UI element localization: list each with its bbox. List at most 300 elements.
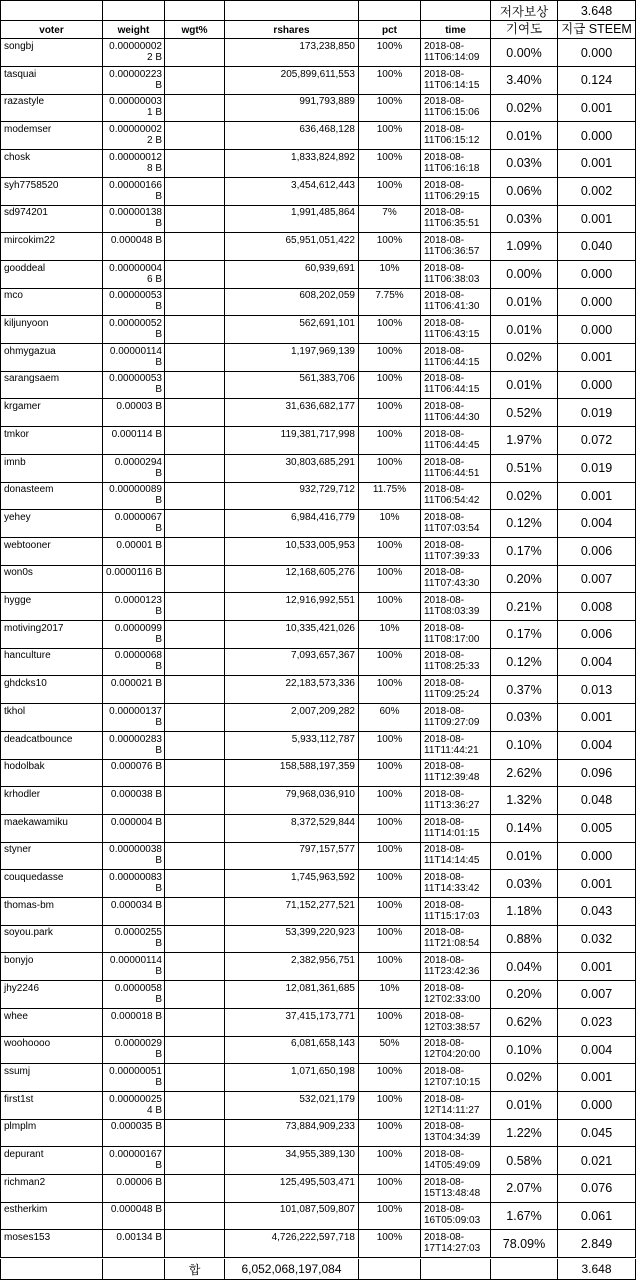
voter-cell[interactable]: woohoooo <box>0 1036 103 1064</box>
pay-cell[interactable]: 0.043 <box>558 898 636 926</box>
contribution-cell[interactable]: 0.01% <box>491 122 558 150</box>
contribution-cell[interactable]: 0.12% <box>491 510 558 538</box>
rshares-cell[interactable]: 34,955,389,130 <box>225 1147 359 1175</box>
pay-cell[interactable]: 0.007 <box>558 565 636 593</box>
pay-cell[interactable]: 0.001 <box>558 870 636 898</box>
pay-cell[interactable]: 0.021 <box>558 1147 636 1175</box>
rshares-cell[interactable]: 1,197,969,139 <box>225 344 359 372</box>
voter-cell[interactable]: won0s <box>0 565 103 593</box>
rshares-cell[interactable]: 37,415,173,771 <box>225 1009 359 1037</box>
voter-cell[interactable]: maekawamiku <box>0 815 103 843</box>
wgt-percent-cell[interactable] <box>165 759 225 787</box>
contribution-cell[interactable]: 0.62% <box>491 1009 558 1037</box>
empty-cell[interactable] <box>421 0 491 21</box>
wgt-percent-cell[interactable] <box>165 842 225 870</box>
wgt-percent-cell[interactable] <box>165 1036 225 1064</box>
rshares-cell[interactable]: 561,383,706 <box>225 371 359 399</box>
contribution-cell[interactable]: 0.37% <box>491 676 558 704</box>
pay-cell[interactable]: 0.001 <box>558 1064 636 1092</box>
wgt-percent-cell[interactable] <box>165 288 225 316</box>
rshares-cell[interactable]: 6,081,658,143 <box>225 1036 359 1064</box>
voter-cell[interactable]: songbj <box>0 39 103 67</box>
pay-cell[interactable]: 0.007 <box>558 981 636 1009</box>
wgt-percent-cell[interactable] <box>165 676 225 704</box>
time-cell[interactable]: 2018-08- 11T06:44:15 <box>421 371 491 399</box>
wgt-percent-cell[interactable] <box>165 1147 225 1175</box>
pct-cell[interactable]: 100% <box>359 538 421 566</box>
rshares-cell[interactable]: 4,726,222,597,718 <box>225 1230 359 1258</box>
empty-cell[interactable] <box>0 0 103 21</box>
empty-cell[interactable] <box>103 1259 165 1280</box>
wgt-percent-cell[interactable] <box>165 953 225 981</box>
time-cell[interactable]: 2018-08- 11T07:03:54 <box>421 510 491 538</box>
pct-cell[interactable]: 100% <box>359 316 421 344</box>
contribution-cell[interactable]: 1.18% <box>491 898 558 926</box>
pay-cell[interactable]: 0.072 <box>558 427 636 455</box>
contribution-cell[interactable]: 0.01% <box>491 842 558 870</box>
pay-cell[interactable]: 0.000 <box>558 39 636 67</box>
pay-cell[interactable]: 0.000 <box>558 1092 636 1120</box>
time-cell[interactable]: 2018-08- 11T08:03:39 <box>421 593 491 621</box>
pay-cell[interactable]: 0.001 <box>558 344 636 372</box>
voter-cell[interactable]: ohmygazua <box>0 344 103 372</box>
voter-cell[interactable]: sd974201 <box>0 205 103 233</box>
contribution-cell[interactable]: 0.06% <box>491 178 558 206</box>
rshares-cell[interactable]: 158,588,197,359 <box>225 759 359 787</box>
weight-cell[interactable]: 0.00000166 B <box>103 178 165 206</box>
wgt-percent-cell[interactable] <box>165 261 225 289</box>
contribution-cell[interactable]: 1.09% <box>491 233 558 261</box>
voter-cell[interactable]: whee <box>0 1009 103 1037</box>
pay-cell[interactable]: 0.045 <box>558 1119 636 1147</box>
pct-cell[interactable]: 100% <box>359 593 421 621</box>
voter-cell[interactable]: hanculture <box>0 648 103 676</box>
wgt-percent-cell[interactable] <box>165 593 225 621</box>
weight-cell[interactable]: 0.0000255 B <box>103 925 165 953</box>
weight-cell[interactable]: 0.00000038 B <box>103 842 165 870</box>
pct-cell[interactable]: 100% <box>359 565 421 593</box>
voter-cell[interactable]: syh7758520 <box>0 178 103 206</box>
header-time[interactable]: time <box>421 21 491 39</box>
rshares-cell[interactable]: 6,984,416,779 <box>225 510 359 538</box>
contribution-cell[interactable]: 0.10% <box>491 732 558 760</box>
voter-cell[interactable]: sarangsaem <box>0 371 103 399</box>
header-pct[interactable]: pct <box>359 21 421 39</box>
pct-cell[interactable]: 11.75% <box>359 482 421 510</box>
voter-cell[interactable]: thomas-bm <box>0 898 103 926</box>
rshares-cell[interactable]: 562,691,101 <box>225 316 359 344</box>
rshares-cell[interactable]: 8,372,529,844 <box>225 815 359 843</box>
pay-cell[interactable]: 0.004 <box>558 648 636 676</box>
rshares-cell[interactable]: 79,968,036,910 <box>225 787 359 815</box>
time-cell[interactable]: 2018-08- 11T06:35:51 <box>421 205 491 233</box>
contribution-cell[interactable]: 0.51% <box>491 455 558 483</box>
weight-cell[interactable]: 0.0000116 B <box>103 565 165 593</box>
weight-cell[interactable]: 0.00000083 B <box>103 870 165 898</box>
time-cell[interactable]: 2018-08- 11T06:29:15 <box>421 178 491 206</box>
rshares-cell[interactable]: 797,157,577 <box>225 842 359 870</box>
contribution-cell[interactable]: 0.01% <box>491 1092 558 1120</box>
contribution-cell[interactable]: 2.07% <box>491 1175 558 1203</box>
rshares-cell[interactable]: 71,152,277,521 <box>225 898 359 926</box>
contribution-cell[interactable]: 0.03% <box>491 870 558 898</box>
time-cell[interactable]: 2018-08- 11T14:33:42 <box>421 870 491 898</box>
wgt-percent-cell[interactable] <box>165 565 225 593</box>
time-cell[interactable]: 2018-08- 16T05:09:03 <box>421 1202 491 1230</box>
rshares-cell[interactable]: 125,495,503,471 <box>225 1175 359 1203</box>
pct-cell[interactable]: 100% <box>359 1009 421 1037</box>
pct-cell[interactable]: 100% <box>359 371 421 399</box>
wgt-percent-cell[interactable] <box>165 482 225 510</box>
pay-cell[interactable]: 0.008 <box>558 593 636 621</box>
pct-cell[interactable]: 100% <box>359 842 421 870</box>
pct-cell[interactable]: 100% <box>359 399 421 427</box>
time-cell[interactable]: 2018-08- 11T06:44:30 <box>421 399 491 427</box>
pct-cell[interactable]: 10% <box>359 621 421 649</box>
voter-cell[interactable]: mco <box>0 288 103 316</box>
pct-cell[interactable]: 100% <box>359 648 421 676</box>
voter-cell[interactable]: first1st <box>0 1092 103 1120</box>
pay-cell[interactable]: 0.000 <box>558 288 636 316</box>
contribution-cell[interactable]: 1.97% <box>491 427 558 455</box>
wgt-percent-cell[interactable] <box>165 648 225 676</box>
pct-cell[interactable]: 100% <box>359 1175 421 1203</box>
empty-cell[interactable] <box>165 0 225 21</box>
time-cell[interactable]: 2018-08- 12T14:11:27 <box>421 1092 491 1120</box>
pct-cell[interactable]: 10% <box>359 261 421 289</box>
contribution-cell[interactable]: 0.03% <box>491 205 558 233</box>
time-cell[interactable]: 2018-08- 11T06:41:30 <box>421 288 491 316</box>
contribution-cell[interactable]: 0.21% <box>491 593 558 621</box>
rshares-cell[interactable]: 12,081,361,685 <box>225 981 359 1009</box>
time-cell[interactable]: 2018-08- 11T06:44:15 <box>421 344 491 372</box>
pct-cell[interactable]: 10% <box>359 510 421 538</box>
wgt-percent-cell[interactable] <box>165 371 225 399</box>
weight-cell[interactable]: 0.00000052 B <box>103 316 165 344</box>
weight-cell[interactable]: 0.000004 B <box>103 815 165 843</box>
time-cell[interactable]: 2018-08- 11T06:14:15 <box>421 67 491 95</box>
contribution-cell[interactable]: 0.88% <box>491 925 558 953</box>
pct-cell[interactable]: 100% <box>359 953 421 981</box>
voter-cell[interactable]: jhy2246 <box>0 981 103 1009</box>
time-cell[interactable]: 2018-08- 11T06:15:06 <box>421 94 491 122</box>
wgt-percent-cell[interactable] <box>165 67 225 95</box>
weight-cell[interactable]: 0.00000167 B <box>103 1147 165 1175</box>
rshares-cell[interactable]: 73,884,909,233 <box>225 1119 359 1147</box>
rshares-cell[interactable]: 1,071,650,198 <box>225 1064 359 1092</box>
pay-cell[interactable]: 0.001 <box>558 94 636 122</box>
pay-cell[interactable]: 0.032 <box>558 925 636 953</box>
weight-cell[interactable]: 0.00000003 1 B <box>103 94 165 122</box>
time-cell[interactable]: 2018-08- 11T06:38:03 <box>421 261 491 289</box>
rshares-cell[interactable]: 12,916,992,551 <box>225 593 359 621</box>
wgt-percent-cell[interactable] <box>165 205 225 233</box>
weight-cell[interactable]: 0.00003 B <box>103 399 165 427</box>
contribution-cell[interactable]: 0.00% <box>491 261 558 289</box>
empty-cell[interactable] <box>0 1259 103 1280</box>
weight-cell[interactable]: 0.00000138 B <box>103 205 165 233</box>
pct-cell[interactable]: 100% <box>359 815 421 843</box>
weight-cell[interactable]: 0.000048 B <box>103 233 165 261</box>
rshares-cell[interactable]: 1,833,824,892 <box>225 150 359 178</box>
voter-cell[interactable]: styner <box>0 842 103 870</box>
weight-cell[interactable]: 0.00000025 4 B <box>103 1092 165 1120</box>
contribution-cell[interactable]: 0.12% <box>491 648 558 676</box>
wgt-percent-cell[interactable] <box>165 1230 225 1258</box>
wgt-percent-cell[interactable] <box>165 344 225 372</box>
time-cell[interactable]: 2018-08- 11T06:15:12 <box>421 122 491 150</box>
pay-cell[interactable]: 0.002 <box>558 178 636 206</box>
rshares-cell[interactable]: 932,729,712 <box>225 482 359 510</box>
contribution-cell[interactable]: 0.52% <box>491 399 558 427</box>
pct-cell[interactable]: 100% <box>359 676 421 704</box>
pay-cell[interactable]: 0.048 <box>558 787 636 815</box>
time-cell[interactable]: 2018-08- 11T06:36:57 <box>421 233 491 261</box>
time-cell[interactable]: 2018-08- 15T13:48:48 <box>421 1175 491 1203</box>
pay-cell[interactable]: 0.001 <box>558 953 636 981</box>
rshares-cell[interactable]: 22,183,573,336 <box>225 676 359 704</box>
weight-cell[interactable]: 0.00006 B <box>103 1175 165 1203</box>
pct-cell[interactable]: 100% <box>359 427 421 455</box>
wgt-percent-cell[interactable] <box>165 150 225 178</box>
weight-cell[interactable]: 0.00000114 B <box>103 953 165 981</box>
time-cell[interactable]: 2018-08- 11T14:14:45 <box>421 842 491 870</box>
voter-cell[interactable]: kiljunyoon <box>0 316 103 344</box>
pay-cell[interactable]: 0.000 <box>558 261 636 289</box>
contribution-cell[interactable]: 0.17% <box>491 538 558 566</box>
weight-cell[interactable]: 0.00000137 B <box>103 704 165 732</box>
rshares-cell[interactable]: 30,803,685,291 <box>225 455 359 483</box>
header-contribution[interactable]: 기여도 <box>491 21 558 39</box>
rshares-cell[interactable]: 12,168,605,276 <box>225 565 359 593</box>
time-cell[interactable]: 2018-08- 11T14:01:15 <box>421 815 491 843</box>
wgt-percent-cell[interactable] <box>165 510 225 538</box>
contribution-cell[interactable]: 0.01% <box>491 371 558 399</box>
weight-cell[interactable]: 0.000018 B <box>103 1009 165 1037</box>
weight-cell[interactable]: 0.0000099 B <box>103 621 165 649</box>
wgt-percent-cell[interactable] <box>165 1119 225 1147</box>
pct-cell[interactable]: 100% <box>359 1092 421 1120</box>
pay-cell[interactable]: 0.004 <box>558 1036 636 1064</box>
rshares-cell[interactable]: 532,021,179 <box>225 1092 359 1120</box>
pay-cell[interactable]: 0.124 <box>558 67 636 95</box>
wgt-percent-cell[interactable] <box>165 981 225 1009</box>
pct-cell[interactable]: 100% <box>359 150 421 178</box>
header-wgt-percent[interactable]: wgt% <box>165 21 225 39</box>
contribution-cell[interactable]: 3.40% <box>491 67 558 95</box>
pay-cell[interactable]: 0.023 <box>558 1009 636 1037</box>
voter-cell[interactable]: richman2 <box>0 1175 103 1203</box>
pct-cell[interactable]: 100% <box>359 94 421 122</box>
time-cell[interactable]: 2018-08- 11T11:44:21 <box>421 732 491 760</box>
pct-cell[interactable]: 100% <box>359 455 421 483</box>
voter-cell[interactable]: gooddeal <box>0 261 103 289</box>
total-label[interactable]: 합 <box>165 1259 225 1280</box>
pct-cell[interactable]: 100% <box>359 1202 421 1230</box>
wgt-percent-cell[interactable] <box>165 621 225 649</box>
voter-cell[interactable]: depurant <box>0 1147 103 1175</box>
rshares-cell[interactable]: 2,007,209,282 <box>225 704 359 732</box>
pay-cell[interactable]: 0.000 <box>558 842 636 870</box>
pay-cell[interactable]: 0.006 <box>558 621 636 649</box>
weight-cell[interactable]: 0.00000114 B <box>103 344 165 372</box>
time-cell[interactable]: 2018-08- 11T08:17:00 <box>421 621 491 649</box>
weight-cell[interactable]: 0.00000053 B <box>103 371 165 399</box>
pay-cell[interactable]: 0.004 <box>558 732 636 760</box>
voter-cell[interactable]: hodolbak <box>0 759 103 787</box>
time-cell[interactable]: 2018-08- 11T09:25:24 <box>421 676 491 704</box>
contribution-cell[interactable]: 1.32% <box>491 787 558 815</box>
weight-cell[interactable]: 0.0000068 B <box>103 648 165 676</box>
weight-cell[interactable]: 0.00000283 B <box>103 732 165 760</box>
contribution-cell[interactable]: 0.20% <box>491 981 558 1009</box>
total-pay[interactable]: 3.648 <box>558 1259 636 1280</box>
empty-cell[interactable] <box>491 1259 558 1280</box>
voter-cell[interactable]: tasquai <box>0 67 103 95</box>
pct-cell[interactable]: 100% <box>359 1064 421 1092</box>
header-pay-steem[interactable]: 지급 STEEM <box>558 21 636 39</box>
time-cell[interactable]: 2018-08- 11T06:16:18 <box>421 150 491 178</box>
weight-cell[interactable]: 0.000035 B <box>103 1119 165 1147</box>
weight-cell[interactable]: 0.00001 B <box>103 538 165 566</box>
voter-cell[interactable]: imnb <box>0 455 103 483</box>
contribution-cell[interactable]: 0.20% <box>491 565 558 593</box>
weight-cell[interactable]: 0.0000294 B <box>103 455 165 483</box>
empty-cell[interactable] <box>225 0 359 21</box>
rshares-cell[interactable]: 101,087,509,807 <box>225 1202 359 1230</box>
pct-cell[interactable]: 100% <box>359 759 421 787</box>
weight-cell[interactable]: 0.00134 B <box>103 1230 165 1258</box>
weight-cell[interactable]: 0.0000029 B <box>103 1036 165 1064</box>
pay-cell[interactable]: 0.061 <box>558 1202 636 1230</box>
wgt-percent-cell[interactable] <box>165 1009 225 1037</box>
pct-cell[interactable]: 10% <box>359 981 421 1009</box>
pct-cell[interactable]: 100% <box>359 67 421 95</box>
weight-cell[interactable]: 0.000038 B <box>103 787 165 815</box>
pay-cell[interactable]: 0.013 <box>558 676 636 704</box>
rshares-cell[interactable]: 2,382,956,751 <box>225 953 359 981</box>
weight-cell[interactable]: 0.000021 B <box>103 676 165 704</box>
pay-cell[interactable]: 0.001 <box>558 704 636 732</box>
pct-cell[interactable]: 60% <box>359 704 421 732</box>
contribution-cell[interactable]: 0.02% <box>491 94 558 122</box>
voter-cell[interactable]: moses153 <box>0 1230 103 1258</box>
time-cell[interactable]: 2018-08- 12T03:38:57 <box>421 1009 491 1037</box>
contribution-cell[interactable]: 0.01% <box>491 288 558 316</box>
wgt-percent-cell[interactable] <box>165 1175 225 1203</box>
wgt-percent-cell[interactable] <box>165 787 225 815</box>
wgt-percent-cell[interactable] <box>165 898 225 926</box>
weight-cell[interactable]: 0.00000051 B <box>103 1064 165 1092</box>
pay-cell[interactable]: 0.096 <box>558 759 636 787</box>
time-cell[interactable]: 2018-08- 11T13:36:27 <box>421 787 491 815</box>
time-cell[interactable]: 2018-08- 14T05:49:09 <box>421 1147 491 1175</box>
time-cell[interactable]: 2018-08- 11T06:44:51 <box>421 455 491 483</box>
time-cell[interactable]: 2018-08- 11T08:25:33 <box>421 648 491 676</box>
contribution-cell[interactable]: 0.03% <box>491 150 558 178</box>
contribution-cell[interactable]: 0.10% <box>491 1036 558 1064</box>
voter-cell[interactable]: tkhol <box>0 704 103 732</box>
pay-cell[interactable]: 2.849 <box>558 1230 636 1258</box>
pay-cell[interactable]: 0.001 <box>558 150 636 178</box>
voter-cell[interactable]: yehey <box>0 510 103 538</box>
contribution-cell[interactable]: 0.14% <box>491 815 558 843</box>
wgt-percent-cell[interactable] <box>165 704 225 732</box>
wgt-percent-cell[interactable] <box>165 427 225 455</box>
wgt-percent-cell[interactable] <box>165 1064 225 1092</box>
rshares-cell[interactable]: 636,468,128 <box>225 122 359 150</box>
time-cell[interactable]: 2018-08- 12T07:10:15 <box>421 1064 491 1092</box>
voter-cell[interactable]: ghdcks10 <box>0 676 103 704</box>
empty-cell[interactable] <box>359 0 421 21</box>
pay-cell[interactable]: 0.000 <box>558 371 636 399</box>
contribution-cell[interactable]: 1.67% <box>491 1202 558 1230</box>
wgt-percent-cell[interactable] <box>165 316 225 344</box>
wgt-percent-cell[interactable] <box>165 455 225 483</box>
time-cell[interactable]: 2018-08- 11T09:27:09 <box>421 704 491 732</box>
voter-cell[interactable]: webtooner <box>0 538 103 566</box>
voter-cell[interactable]: krhodler <box>0 787 103 815</box>
wgt-percent-cell[interactable] <box>165 870 225 898</box>
pay-cell[interactable]: 0.040 <box>558 233 636 261</box>
time-cell[interactable]: 2018-08- 11T15:17:03 <box>421 898 491 926</box>
voter-cell[interactable]: mircokim22 <box>0 233 103 261</box>
rshares-cell[interactable]: 991,793,889 <box>225 94 359 122</box>
contribution-cell[interactable]: 0.04% <box>491 953 558 981</box>
weight-cell[interactable]: 0.00000053 B <box>103 288 165 316</box>
rshares-cell[interactable]: 119,381,717,998 <box>225 427 359 455</box>
header-rshares[interactable]: rshares <box>225 21 359 39</box>
rshares-cell[interactable]: 10,533,005,953 <box>225 538 359 566</box>
weight-cell[interactable]: 0.000076 B <box>103 759 165 787</box>
contribution-cell[interactable]: 0.02% <box>491 482 558 510</box>
time-cell[interactable]: 2018-08- 17T14:27:03 <box>421 1230 491 1258</box>
contribution-cell[interactable]: 0.17% <box>491 621 558 649</box>
weight-cell[interactable]: 0.000048 B <box>103 1202 165 1230</box>
voter-cell[interactable]: modemser <box>0 122 103 150</box>
contribution-cell[interactable]: 0.02% <box>491 344 558 372</box>
total-rshares[interactable]: 6,052,068,197,084 <box>225 1259 359 1280</box>
pay-cell[interactable]: 0.001 <box>558 205 636 233</box>
wgt-percent-cell[interactable] <box>165 399 225 427</box>
pay-cell[interactable]: 0.019 <box>558 399 636 427</box>
voter-cell[interactable]: bonyjo <box>0 953 103 981</box>
voter-cell[interactable]: couquedasse <box>0 870 103 898</box>
wgt-percent-cell[interactable] <box>165 732 225 760</box>
wgt-percent-cell[interactable] <box>165 94 225 122</box>
rshares-cell[interactable]: 5,933,112,787 <box>225 732 359 760</box>
pay-cell[interactable]: 0.000 <box>558 316 636 344</box>
wgt-percent-cell[interactable] <box>165 178 225 206</box>
author-reward-label[interactable]: 저자보상 <box>491 0 558 21</box>
rshares-cell[interactable]: 31,636,682,177 <box>225 399 359 427</box>
contribution-cell[interactable]: 1.22% <box>491 1119 558 1147</box>
wgt-percent-cell[interactable] <box>165 1202 225 1230</box>
pct-cell[interactable]: 100% <box>359 898 421 926</box>
weight-cell[interactable]: 0.00000089 B <box>103 482 165 510</box>
pct-cell[interactable]: 100% <box>359 1147 421 1175</box>
voter-cell[interactable]: motiving2017 <box>0 621 103 649</box>
weight-cell[interactable]: 0.0000123 B <box>103 593 165 621</box>
time-cell[interactable]: 2018-08- 12T04:20:00 <box>421 1036 491 1064</box>
pay-cell[interactable]: 0.001 <box>558 482 636 510</box>
contribution-cell[interactable]: 0.58% <box>491 1147 558 1175</box>
time-cell[interactable]: 2018-08- 11T06:43:15 <box>421 316 491 344</box>
rshares-cell[interactable]: 53,399,220,923 <box>225 925 359 953</box>
weight-cell[interactable]: 0.00000002 2 B <box>103 39 165 67</box>
rshares-cell[interactable]: 205,899,611,553 <box>225 67 359 95</box>
voter-cell[interactable]: tmkor <box>0 427 103 455</box>
